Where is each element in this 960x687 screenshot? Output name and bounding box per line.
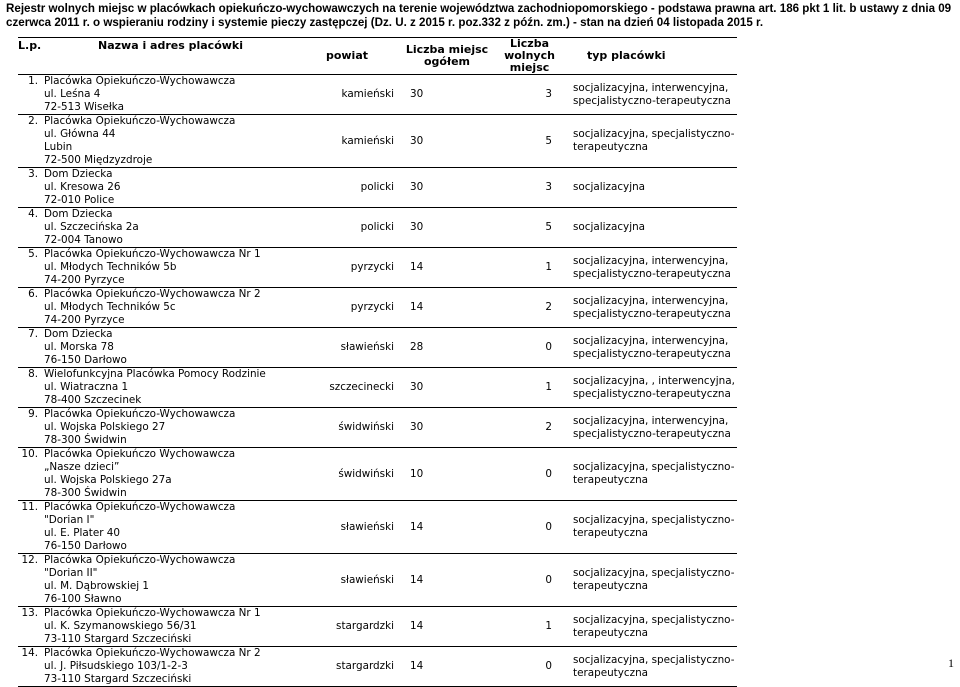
row-typ: socjalizacyjna, specjalistyczno-terapeutyczna (573, 653, 735, 679)
row-powiat: pyrzycki (350, 261, 394, 273)
row-powiat: policki (360, 181, 394, 193)
facility-name: Placówka Opiekuńczo-Wychowawcza Nr 1 (44, 248, 261, 260)
row-total: 14 (410, 301, 424, 313)
facility-name: Placówka Opiekuńczo-Wychowawcza (44, 501, 236, 513)
row-lp: 5. (28, 248, 38, 260)
address-line: 78-300 Świdwin (44, 487, 127, 499)
header-typ: typ placówki (567, 38, 737, 75)
address-line: ul. K. Szymanowskiego 56/31 (44, 620, 197, 632)
row-free: 0 (545, 573, 552, 586)
row-lp: 10. (21, 448, 38, 460)
table-row (18, 208, 737, 248)
table-row (18, 288, 737, 328)
address-line: 72-010 Police (44, 194, 115, 206)
row-lp: 11. (21, 501, 38, 513)
row-free: 0 (545, 520, 552, 533)
header-free: Liczba wolnych miejsc (492, 38, 567, 75)
address-line: ul. Główna 44 (44, 128, 116, 140)
table-row (18, 115, 737, 168)
row-typ: socjalizacyjna, interwencyjna, specjalistyczno-terapeutyczna (573, 414, 731, 440)
table-row (18, 75, 737, 115)
row-lp: 13. (21, 607, 38, 619)
address-line: ul. Kresowa 26 (44, 181, 121, 193)
row-free: 0 (545, 660, 552, 672)
table-row (18, 501, 737, 554)
address-line: ul. Młodych Techników 5b (44, 261, 177, 273)
table-row (18, 448, 737, 501)
row-lp: 6. (28, 288, 38, 300)
address-line: 76-150 Darłowo (44, 540, 127, 552)
table-row (18, 408, 737, 448)
row-powiat: sławieński (340, 573, 394, 586)
address-line: 76-150 Darłowo (44, 354, 127, 366)
row-lp: 9. (28, 408, 38, 420)
row-free: 1 (545, 620, 552, 632)
row-powiat: stargardzki (336, 660, 394, 672)
row-total: 14 (410, 620, 424, 632)
facility-name: Dom Dziecka (44, 208, 113, 220)
row-lp: 8. (28, 368, 38, 380)
header-total: Liczba miejsc ogółem (402, 38, 492, 75)
table-row (18, 607, 737, 647)
placowki-table (18, 37, 737, 687)
row-total: 28 (410, 341, 424, 353)
address-line: 74-200 Pyrzyce (44, 274, 125, 286)
row-typ: socjalizacyjna, specjalistyczno-terapeutyczna (573, 514, 735, 539)
address-line: 74-200 Pyrzyce (44, 314, 125, 326)
row-typ: socjalizacyjna, interwencyjna, specjalistyczno-terapeutyczna (573, 294, 731, 320)
row-free: 3 (545, 88, 552, 100)
row-powiat: sławieński (340, 341, 394, 353)
row-free: 0 (545, 341, 552, 353)
row-total: 30 (410, 381, 424, 393)
address-line: ul. Wojska Polskiego 27a (44, 474, 172, 486)
row-total: 14 (410, 660, 424, 672)
row-powiat: stargardzki (336, 620, 394, 632)
table-header-row (18, 38, 737, 75)
row-total: 30 (410, 134, 424, 147)
header-lp: L.p. (18, 38, 42, 75)
address-line: 72-004 Tanowo (44, 234, 123, 246)
address-line: ul. Szczecińska 2a (44, 221, 139, 233)
address-line: ul. Morska 78 (44, 341, 114, 353)
facility-name: Placówka Opiekuńczo-Wychowawcza Nr 2 (44, 288, 261, 300)
row-name-address (42, 115, 292, 168)
row-free: 1 (545, 261, 552, 273)
row-total: 30 (410, 221, 424, 233)
table-row (18, 554, 737, 607)
row-name-address (42, 647, 292, 687)
address-line: 73-110 Stargard Szczeciński (44, 673, 192, 685)
row-name-address (42, 208, 292, 248)
row-typ: socjalizacyjna, specjalistyczno-terapeutyczna (573, 567, 735, 592)
page-number: 1 (948, 656, 954, 670)
row-name-address (42, 328, 292, 368)
facility-name: Dom Dziecka (44, 328, 113, 340)
row-typ: socjalizacyjna (573, 181, 646, 193)
row-free: 2 (545, 421, 552, 433)
facility-name: Placówka Opiekuńczo-Wychowawcza Nr 2 (44, 647, 261, 659)
row-name-address (42, 607, 292, 647)
row-name-address (42, 288, 292, 328)
row-total: 14 (410, 573, 424, 586)
address-line: 72-500 Międzyzdroje (44, 154, 153, 166)
row-total: 10 (410, 467, 424, 480)
table-row (18, 328, 737, 368)
facility-name: Placówka Opiekuńczo-Wychowawcza (44, 115, 236, 127)
address-line: 78-300 Świdwin (44, 434, 127, 446)
row-powiat: kamieński (341, 134, 394, 147)
address-line: 73-110 Stargard Szczeciński (44, 633, 192, 645)
row-name-address (42, 408, 292, 448)
row-name-address (42, 248, 292, 288)
document-title: Rejestr wolnych miejsc w placówkach opiekuńczo-wychowawczych na terenie województwa zachodniopomorskiego - podstawa prawna art. 186 pkt 1 lit. b ustawy z dnia 09 czerwca 2011 r. o wspieraniu rodziny i systemie pieczy zastępczej (Dz. U. z 2015 r. poz.332 z późn. zm.) - stan na dzień 04 listopada 2015 r. (6, 2, 952, 29)
table-row (18, 368, 737, 408)
row-free: 2 (545, 301, 552, 313)
row-typ: socjalizacyjna, specjalistyczno-terapeutyczna (573, 461, 735, 486)
address-line: Lubin (44, 141, 73, 153)
row-total: 30 (410, 421, 424, 433)
row-name-address (42, 368, 292, 408)
header-name: Nazwa i adres placówki (42, 38, 292, 75)
row-total: 14 (410, 520, 424, 533)
row-powiat: kamieński (341, 88, 394, 100)
row-name-address (42, 501, 292, 554)
table-row (18, 647, 737, 687)
row-name-address (42, 168, 292, 208)
row-powiat: policki (360, 221, 394, 233)
row-typ: socjalizacyjna, interwencyjna, specjalistyczno-terapeutyczna (573, 334, 731, 360)
row-lp: 4. (28, 208, 38, 220)
facility-name: Placówka Opiekuńczo-Wychowawcza (44, 408, 236, 420)
row-name-address (42, 554, 292, 607)
row-powiat: świdwiński (338, 467, 394, 480)
row-typ: socjalizacyjna, specjalistyczno-terapeutyczna (573, 613, 735, 639)
address-line: 78-400 Szczecinek (44, 394, 142, 406)
facility-name: Placówka Opiekuńczo-Wychowawcza Nr 1 (44, 607, 261, 619)
row-total: 30 (410, 88, 424, 100)
row-name-address (42, 75, 292, 115)
address-line: ul. E. Plater 40 (44, 527, 121, 539)
row-free: 1 (545, 381, 552, 393)
table-row (18, 168, 737, 208)
facility-name: Placówka Opiekuńczo Wychowawcza (44, 448, 236, 460)
address-line: ul. Leśna 4 (44, 88, 101, 100)
address-line: „Nasze dzieci” (44, 461, 120, 473)
row-free: 3 (545, 181, 552, 193)
table-body (18, 75, 737, 687)
address-line: 72-513 Wisełka (44, 101, 124, 113)
address-line: ul. M. Dąbrowskiej 1 (44, 580, 150, 592)
row-typ: socjalizacyjna, , interwencyjna, specjalistyczno-terapeutyczna (573, 374, 735, 400)
row-lp: 3. (28, 168, 38, 180)
row-typ: socjalizacyjna, specjalistyczno-terapeutyczna (573, 128, 735, 153)
row-powiat: szczecinecki (329, 381, 394, 393)
row-powiat: świdwiński (338, 421, 394, 433)
table-row (18, 248, 737, 288)
row-typ: socjalizacyjna, interwencyjna, specjalistyczno-terapeutyczna (573, 254, 731, 280)
row-lp: 12. (21, 554, 38, 566)
address-line: "Dorian I" (44, 514, 95, 526)
address-line: 76-100 Sławno (44, 593, 122, 605)
address-line: ul. Wojska Polskiego 27 (44, 421, 166, 433)
address-line: ul. Młodych Techników 5c (44, 301, 176, 313)
facility-name: Placówka Opiekuńczo-Wychowawcza (44, 75, 236, 87)
row-name-address (42, 448, 292, 501)
row-free: 5 (545, 134, 552, 147)
row-free: 0 (545, 467, 552, 480)
row-total: 14 (410, 261, 424, 273)
address-line: ul. Wiatraczna 1 (44, 381, 129, 393)
facility-name: Dom Dziecka (44, 168, 113, 180)
row-typ: socjalizacyjna, interwencyjna, specjalistyczno-terapeutyczna (573, 81, 731, 107)
address-line: ul. J. Piłsudskiego 103/1-2-3 (44, 660, 188, 672)
row-lp: 1. (28, 75, 38, 87)
facility-name: Wielofunkcyjna Placówka Pomocy Rodzinie (44, 368, 266, 380)
row-lp: 14. (21, 647, 38, 659)
facility-name: Placówka Opiekuńczo-Wychowawcza (44, 554, 236, 566)
row-powiat: pyrzycki (350, 301, 394, 313)
row-powiat: sławieński (340, 520, 394, 533)
row-total: 30 (410, 181, 424, 193)
row-typ: socjalizacyjna (573, 221, 646, 233)
row-lp: 7. (28, 328, 38, 340)
header-powiat: powiat (292, 38, 402, 75)
row-lp: 2. (28, 115, 38, 127)
address-line: "Dorian II" (44, 567, 98, 579)
row-free: 5 (545, 221, 552, 233)
